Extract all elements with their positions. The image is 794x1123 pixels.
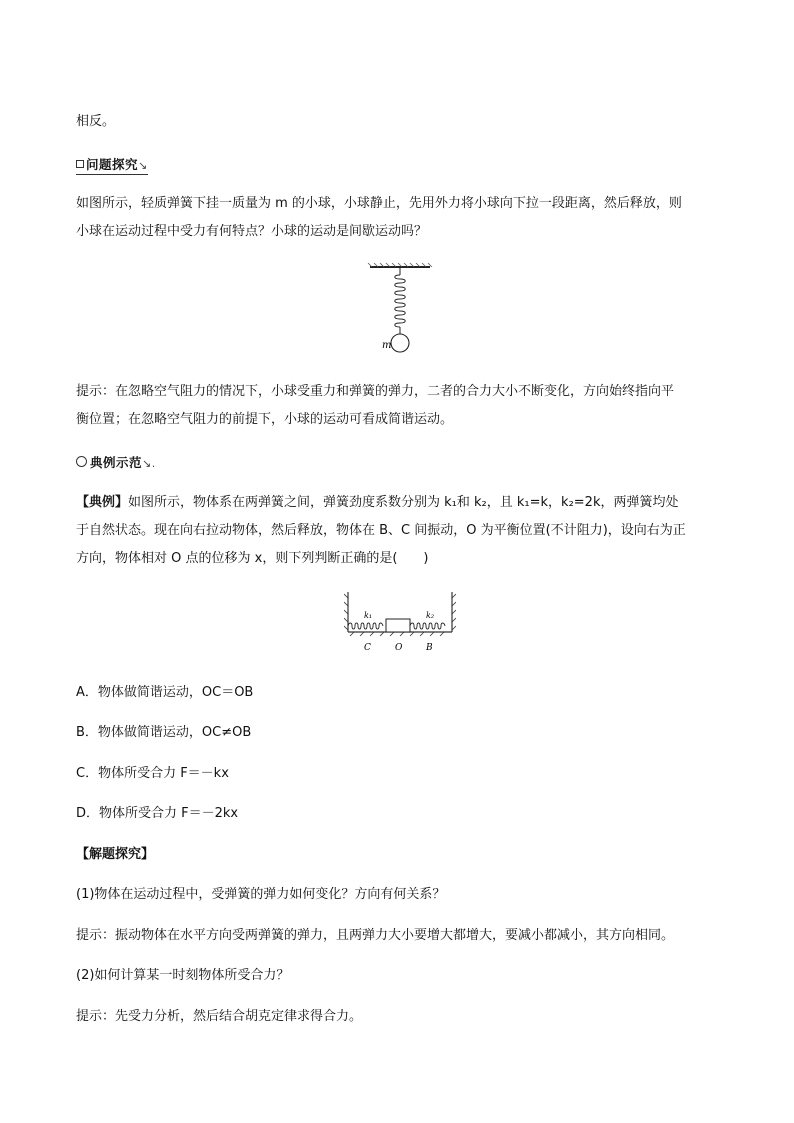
continued-text: 相反。 (76, 114, 116, 129)
k1-label: k₁ (364, 611, 373, 620)
section-tag-tail: ↘ (138, 159, 148, 172)
option-a: A．物体做简谐运动，OC＝OB (76, 685, 254, 700)
left-spring (348, 623, 383, 629)
option-d: D．物体所受合力 F＝－2kx (76, 806, 239, 821)
example-label: 【典例】 (76, 495, 129, 510)
example-line-3: 方向，物体相对 O 点的位移为 x，则下列判断正确的是( ) (76, 551, 429, 566)
question-line-1: 如图所示，轻质弹簧下挂一质量为 m 的小球，小球静止，先用外力将小球向下拉一段距离，然后释放，则 (76, 196, 682, 211)
hint-line-1: 提示：在忽略空气阻力的情况下，小球受重力和弹簧的弹力，二者的合力大小不断变化，方向始终指向平 (76, 384, 675, 399)
spring-coil (395, 275, 406, 327)
point-o-label: O (395, 643, 403, 653)
right-spring (410, 623, 445, 629)
option-c: C．物体所受合力 F＝－kx (76, 766, 229, 781)
point-c-label: C (364, 643, 371, 653)
section-tag-label: 问题探究 (86, 157, 139, 172)
point-b-label: B (426, 643, 433, 653)
example-text-1: 如图所示，物体系在两弹簧之间，弹簧劲度系数分别为 k₁和 k₂，且 k₁=k，k₂=2k，两弹簧均处 (128, 495, 679, 510)
two-spring-figure (344, 590, 456, 656)
section-tag-question (76, 155, 148, 175)
square-icon (76, 160, 84, 168)
answer-2: 提示：先受力分析，然后结合胡克定律求得合力。 (76, 1009, 363, 1024)
question-1: (1)物体在运动过程中，受弹簧的弹力如何变化？方向有何关系？ (76, 887, 446, 902)
solution-title: 【解题探究】 (76, 847, 155, 862)
section-tag-example (76, 453, 156, 472)
ball (391, 334, 409, 352)
answer-1: 提示：振动物体在水平方向受两弹簧的弹力，且两弹力大小要增大都增大，要减小都减小，其方向相同。 (76, 928, 675, 943)
k2-label: k₂ (426, 611, 435, 620)
question-line-2: 小球在运动过程中受力有何特点？小球的运动是间歇运动吗？ (76, 224, 428, 239)
section-tag-label: 典例示范 (90, 455, 143, 470)
example-line-2: 于自然状态。现在向右拉动物体，然后释放，物体在 B、C 间振动，O 为平衡位置(不计阻力)，设向右为正 (76, 523, 686, 538)
example-line-1 (76, 494, 679, 512)
magnifier-icon (76, 456, 87, 467)
spring-ball-figure (360, 262, 440, 357)
hint-line-2: 衡位置；在忽略空气阻力的前提下，小球的运动可看成简谐运动。 (76, 412, 454, 427)
block (386, 619, 410, 632)
section-tag-tail: ↘. (142, 457, 156, 470)
question-2: (2)如何计算某一时刻物体所受合力？ (76, 968, 290, 983)
option-b: B．物体做简谐运动，OC≠OB (76, 725, 252, 740)
mass-label: m (382, 340, 392, 351)
